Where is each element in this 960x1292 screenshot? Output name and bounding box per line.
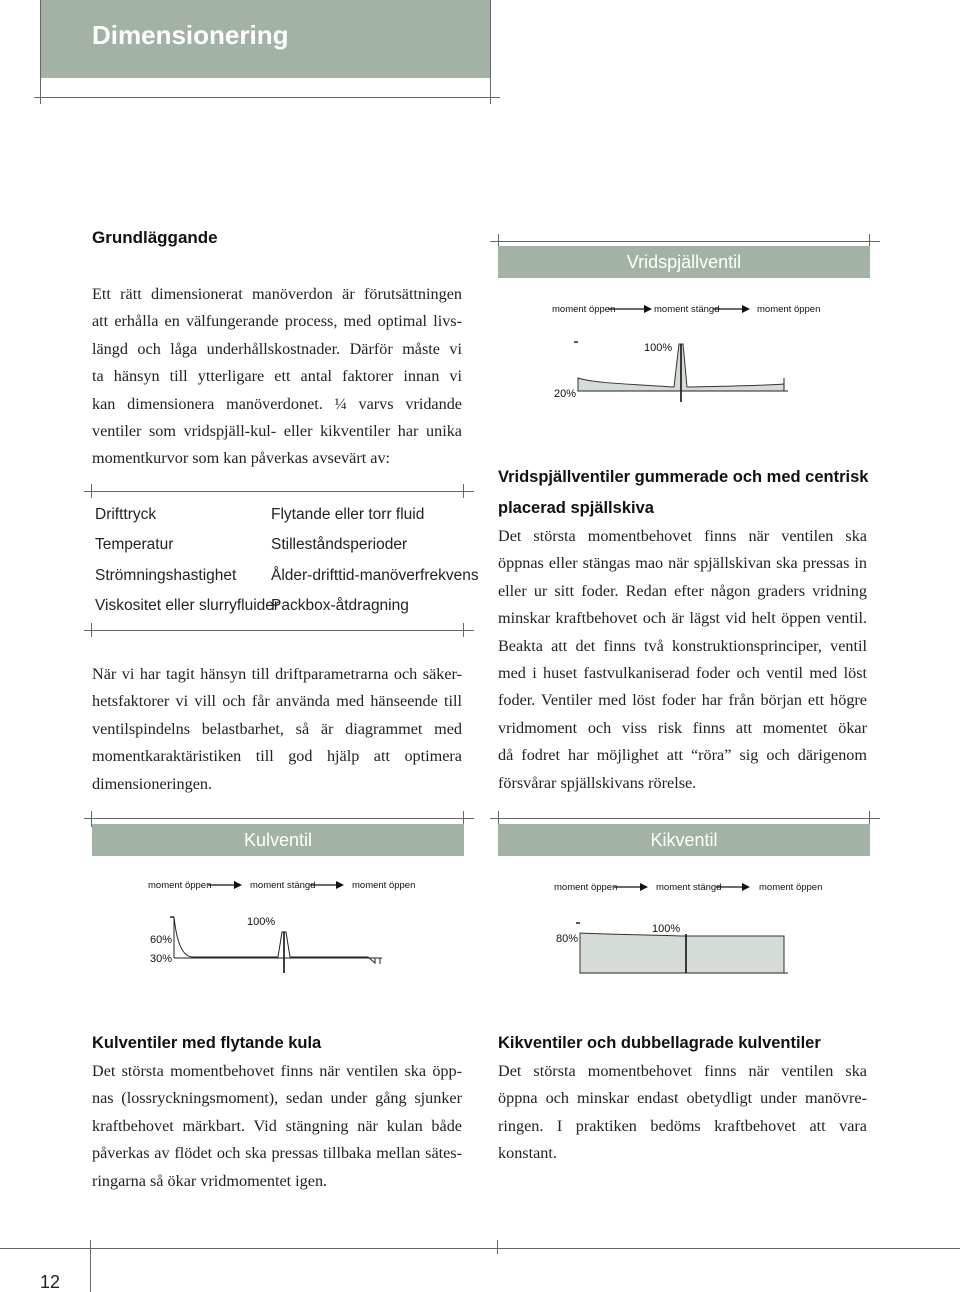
butterfly-heading: placerad spjällskiva [498, 499, 654, 517]
peak-label: 100% [247, 916, 276, 928]
text-line: momentkaraktäristiken till god hjälp att optimera [92, 747, 462, 766]
label-moment-open: moment öppen [757, 304, 821, 315]
text-line: När vi har tagit hänsyn till driftparametrarna och säker- [92, 665, 462, 683]
butterfly-heading: Vridspjällventiler gummerade och med centrisk [498, 468, 869, 486]
crop-mark [90, 1240, 91, 1292]
text-line: kan dimensionera manöverdonet. ¼ varvs vridande [92, 394, 462, 413]
text-line: att erhålla en välfungerande process, med optimal livs- [92, 312, 462, 331]
factor-item: Viskositet eller slurryfluider [95, 597, 280, 614]
arrow-head [644, 305, 652, 313]
label-moment-open: moment öppen [148, 880, 212, 891]
crop-mark [34, 97, 500, 98]
label-moment-closed: moment stängd [656, 882, 722, 893]
intro-text [92, 281, 462, 473]
text-line: försvårar spjällskivans rörelse. [498, 773, 697, 792]
text-line: längd och låga underhållskostnader. Därför måste vi [92, 339, 462, 358]
crop-mark [497, 1240, 498, 1254]
factor-item: Strömningshastighet [95, 567, 237, 584]
base-label: 80% [556, 933, 579, 945]
peak-label: 100% [644, 342, 673, 354]
intro-heading: Grundläggande [92, 228, 218, 247]
text-line: då fodret har möjlighet att “röra” sig och därigenom [498, 746, 867, 765]
text-line: kraftbehovet märkbart. Vid stängning när kulan både [92, 1116, 462, 1135]
text-line: ringen. I praktiken bedöms kraftbehovet att vara [498, 1116, 867, 1135]
plug-heading: Kikventiler och dubbellagrade kulventiler [498, 1034, 821, 1052]
page-title: Dimensionering [92, 20, 289, 50]
text-line: hetsfaktorer vi vill och får använda med hänseende till [92, 692, 462, 711]
factor-item: Packbox-åtdragning [271, 597, 409, 614]
crop-mark [490, 0, 491, 104]
crop-mark [40, 0, 41, 104]
arrow-head [742, 883, 750, 891]
peak-label: 100% [652, 923, 681, 935]
plug-title-bar: Kikventil [498, 824, 870, 856]
base-label: 20% [554, 388, 577, 400]
crop-mark [463, 623, 464, 637]
crop-mark [490, 818, 880, 819]
text-line: ringarna så ökar vridmomentet igen. [92, 1171, 328, 1190]
page-number: 12 [40, 1272, 61, 1292]
factor-item: Ålder-drifttid-manöverfrekvens [271, 567, 479, 584]
plug-text [498, 1058, 867, 1168]
crop-mark [84, 818, 474, 819]
arrow-head [234, 881, 242, 889]
text-line: Ett rätt dimensionerat manöverdon är förutsättningen [92, 285, 462, 303]
text-line: Beakta att det finns två konstruktionsprinciper, ventil [498, 636, 867, 655]
text-line: ta hänsyn till ytterligare ett antal faktorer innan vi [92, 367, 462, 386]
factors-bottom-rule [84, 630, 474, 631]
text-line: ventiler som vridspjäll-kul- eller kikventiler har unika [92, 422, 462, 441]
text-line: Det största momentbehovet finns när ventilen ska öpp- [92, 1062, 462, 1080]
text-line: minskar kraftbehovet och är lägst vid helt öppen ventil. [498, 609, 867, 628]
crop-mark [463, 484, 464, 498]
ball-title-bar: Kulventil [92, 824, 464, 856]
text-line: foder. Ventiler med löst foder har från början ett högre [498, 691, 867, 710]
base-label: 30% [150, 953, 173, 965]
factor-item: Temperatur [95, 536, 174, 553]
plug-torque-diagram [498, 860, 870, 1000]
butterfly-text [498, 523, 867, 797]
mid-label: 60% [150, 934, 173, 946]
crop-mark [91, 623, 92, 637]
label-moment-closed: moment stängd [654, 304, 720, 315]
text-line: dimensioneringen. [92, 774, 213, 793]
label-moment-open: moment öppen [554, 882, 618, 893]
factor-item: Drifttryck [95, 506, 157, 523]
torque-curve [580, 933, 784, 973]
crop-mark [91, 484, 92, 498]
ball-heading: Kulventiler med flytande kula [92, 1034, 322, 1052]
text-line: nas (lossryckningsmoment), sedan under gång sjunker [92, 1089, 462, 1108]
text-line: öppna och minskar endast obetydligt under manövre- [498, 1089, 867, 1108]
text-line: ventilspindelns belastbarhet, så är diagrammet med [92, 719, 462, 738]
label-moment-open: moment öppen [759, 882, 823, 893]
footer-rule [0, 1248, 960, 1249]
text-line: Det största momentbehovet finns när ventilen ska [498, 527, 867, 545]
label-moment-open: moment öppen [552, 304, 616, 315]
ball-text [92, 1058, 462, 1195]
text-line: med i huset fastvulkaniserad foder och ventil med löst [498, 664, 867, 683]
text-line: vridmoment och viss risk finns att momentet ökar [498, 718, 867, 737]
label-moment-open: moment öppen [352, 880, 416, 891]
arrow-head [640, 883, 648, 891]
ball-torque-diagram [92, 860, 464, 1000]
summary-text [92, 661, 462, 798]
text-line: momentkurvor som kan påverkas avsevärt av: [92, 449, 391, 468]
arrow-head [336, 881, 344, 889]
crop-mark [490, 241, 880, 242]
butterfly-title-bar: Vridspjällventil [498, 246, 870, 278]
factors-top-rule [84, 491, 474, 492]
text-line: Det största momentbehovet finns när ventilen ska [498, 1062, 867, 1080]
arrow-head [742, 305, 750, 313]
factor-item: Stilleståndsperioder [271, 536, 408, 553]
text-line: eller ur sitt foder. Redan efter någon graders vridning [498, 581, 867, 600]
text-line: konstant. [498, 1144, 557, 1163]
factor-item: Flytande eller torr fluid [271, 506, 425, 523]
label-moment-closed: moment stängd [250, 880, 316, 891]
butterfly-torque-diagram [498, 280, 870, 430]
text-line: påverkas av flödet och ska pressas tillbaka mellan sätes- [92, 1144, 462, 1163]
text-line: öppnas eller stängas mao när spjällskivan ska pressas in [498, 554, 867, 573]
